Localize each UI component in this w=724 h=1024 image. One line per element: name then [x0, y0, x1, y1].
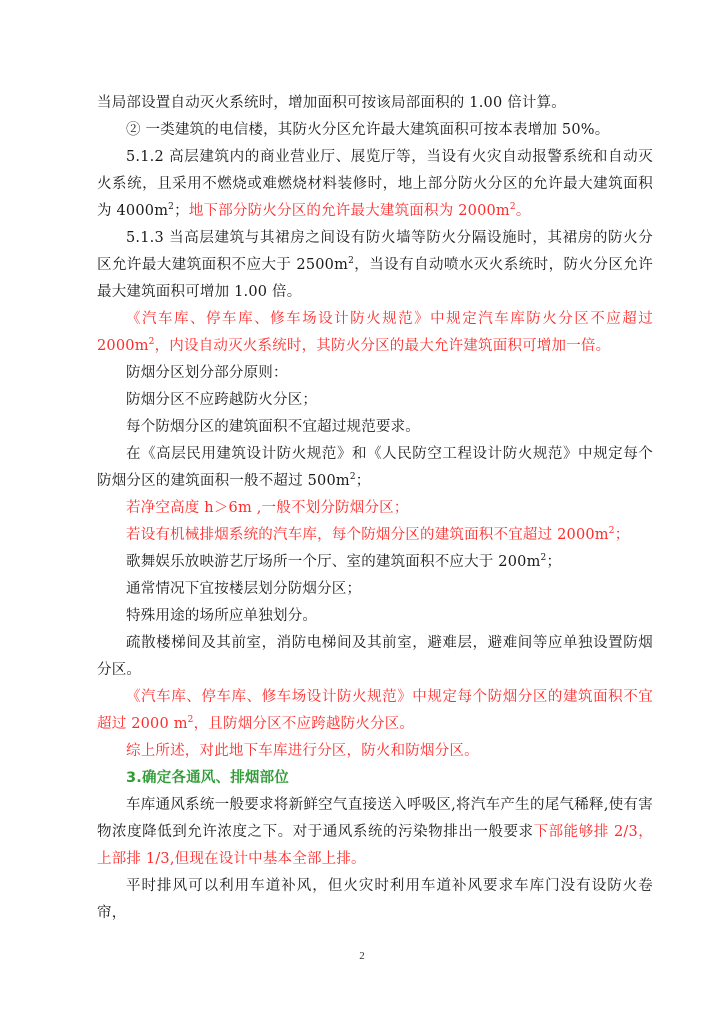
text: ； [614, 527, 630, 543]
paragraph-mechanical-exhaust [97, 522, 653, 549]
superscript: 2 [187, 715, 194, 726]
paragraph-ventilation [97, 792, 653, 873]
paragraph-5-1-2 [97, 144, 653, 225]
paragraph-smoke-rule-2: 每个防烟分区的建筑面积不宜超过规范要求。 [126, 419, 420, 435]
page-number: 2 [359, 950, 365, 962]
paragraph-entertainment [97, 549, 653, 576]
text: ，内设自动灭火系统时，其防火分区的最大允许建筑面积可增加一倍。 [154, 338, 611, 354]
text: ，且防烟分区不应跨越防火分区。 [193, 716, 415, 732]
superscript: 2 [168, 202, 175, 213]
text: ； [546, 554, 562, 570]
paragraph-make-up-air: 平时排风可以利用车道补风，但火灾时利用车道补风要求车库门没有设防火卷帘， [97, 878, 653, 921]
superscript: 2 [148, 337, 155, 348]
superscript: 2 [608, 526, 615, 537]
text: 《汽车库、停车库、修车场设计防火规范》中规定汽车库防火分区不应超过 2000m [97, 311, 653, 354]
paragraph-5-1-3 [97, 225, 653, 306]
text: 5.1.2 高层建筑内的商业营业厅、展览厅等，当设有火灾自动报警系统和自动灭火系统，且采用不燃烧或难燃烧材料装修时，地上部分防火分区的允许最大建筑面积为 4000m [97, 149, 653, 219]
text: 5.1.3 当高层建筑与其裙房之间设有防火墙等防火分隔设施时，其裙房的防火分区允许最大建筑面积不应大于 2500m [97, 230, 653, 273]
superscript: 2 [509, 202, 516, 213]
text: 车库通风系统一般要求将新鲜空气直接送入呼吸区,将汽车产生的尾气稀释,使有害物浓度降低到允许浓度之下。对于通风系统的污染物排出一般要求 [97, 797, 653, 840]
highlight-red: 地下部分防火分区的允许最大建筑面积为 2000m [188, 203, 510, 219]
superscript: 2 [349, 472, 356, 483]
highlight-red: 下部能够排 2/3，上部排 1/3,但现在设计中基本全部上排。 [97, 824, 653, 867]
paragraph-garage-fire-zone [97, 306, 653, 360]
paragraph-garage-smoke-zone [97, 684, 653, 738]
text: ，当设有自动喷水灭火系统时，防火分区允许最大建筑面积可增加 1.00 倍。 [97, 257, 653, 300]
paragraph-by-floor: 通常情况下宜按楼层划分防烟分区； [126, 581, 362, 597]
text: 若设有机械排烟系统的汽车库，每个防烟分区的建筑面积不宜超过 2000m [126, 527, 609, 543]
paragraph-clear-height: 若净空高度 h＞6m ,一般不划分防烟分区； [126, 500, 409, 516]
paragraph-special-use: 特殊用途的场所应单独划分。 [126, 608, 318, 624]
text: 在《高层民用建筑设计防火规范》和《人民防空工程设计防火规范》中规定每个防烟分区的建筑面积一般不超过 500m [97, 446, 653, 489]
text: 《汽车库、停车库、修车场设计防火规范》中规定每个防烟分区的建筑面积不宜超过 2000 m [97, 689, 653, 732]
paragraph-summary: 综上所述，对此地下车库进行分区，防火和防烟分区。 [126, 743, 479, 759]
paragraph-stairwells: 疏散楼梯间及其前室，消防电梯间及其前室，避难层，避难间等应单独设置防烟分区。 [97, 635, 653, 678]
superscript: 2 [348, 256, 354, 267]
page-body [97, 90, 653, 927]
paragraph-smoke-rule-1: 防烟分区不应跨越防火分区； [126, 392, 318, 408]
highlight-red: 。 [515, 203, 531, 219]
text: ； [355, 473, 371, 489]
text: 歌舞娱乐放映游艺厅场所一个厅、室的建筑面积不应大于 200m [126, 554, 541, 570]
paragraph-smoke-area [97, 441, 653, 495]
paragraph-smoke-principles: 防烟分区划分部分原则： [126, 365, 288, 381]
text: ； [174, 203, 189, 219]
superscript: 2 [540, 553, 547, 564]
paragraph-2: ② 一类建筑的电信楼，其防火分区允许最大建筑面积可按本表增加 50%。 [126, 122, 610, 138]
section-heading: 3.确定各通风、排烟部位 [126, 770, 289, 786]
paragraph-1: 当局部设置自动灭火系统时，增加面积可按该局部面积的 1.00 倍计算。 [97, 95, 567, 111]
